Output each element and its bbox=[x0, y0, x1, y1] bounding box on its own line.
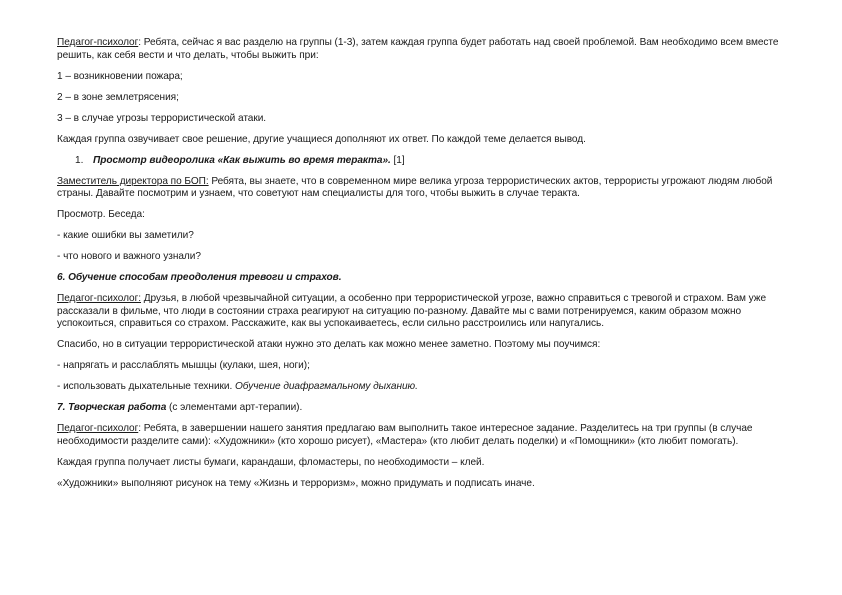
paragraph-text: Ребята, вы знаете, что в современном мире велика угроза террористических актов, террористы угрожают людям любой страны. Давайте посмотрим и узнаем, что советуют нам специалисты для того, чтобы выжить в случае теракта. bbox=[57, 175, 773, 200]
section-title-creative: 7. Творческая работа bbox=[57, 402, 167, 414]
reference: [1] bbox=[390, 154, 405, 166]
list-line-fire: 1 – возникновении пожара; bbox=[57, 70, 183, 82]
list-line-terror: 3 – в случае угрозы террористической атаки. bbox=[57, 112, 267, 124]
paragraph-thanks: Спасибо, но в ситуации террористической атаки нужно это делать как можно менее заметно. Поэтому мы поучимся: bbox=[57, 339, 601, 351]
section-creative bbox=[57, 402, 787, 415]
list-line-muscles: - напрягать и расслаблять мышцы (кулаки, шея, ноги); bbox=[57, 360, 310, 372]
speaker-label: Заместитель директора по БОП: bbox=[57, 175, 209, 187]
paragraph-text: - использовать дыхательные техники. bbox=[57, 381, 235, 393]
paragraph-text: Друзья, в любой чрезвычайной ситуации, а особенно при террористической угрозе, важно справиться с тревогой и страхом. Вам уже рассказали в фильме, что люди в состоянии страха реагируют на ситуацию по-разному. Давайте мы с вами потренируемся, каким образом можно успокоиться, справиться со страхом. Расскажите, как вы успокаиваетесь, если сильно расстроились или напугались. bbox=[57, 293, 767, 330]
list-line-earthquake: 2 – в зоне землетрясения; bbox=[57, 91, 179, 103]
item-number: 1. bbox=[75, 154, 84, 166]
paragraph-artists: «Художники» выполняют рисунок на тему «Жизнь и терроризм», можно придумать и подписать иначе. bbox=[57, 477, 535, 489]
paragraph-psychologist-task bbox=[57, 423, 787, 448]
question-new: - что нового и важного узнали? bbox=[57, 251, 201, 263]
speaker-label: Педагог-психолог bbox=[57, 37, 139, 48]
paragraph-text: (с элементами арт-терапии). bbox=[166, 402, 303, 414]
section-title-anxiety: 6. Обучение способам преодоления тревоги и страхов. bbox=[57, 272, 342, 284]
speaker-label: Педагог-психолог: bbox=[57, 293, 141, 305]
paragraph-deputy bbox=[57, 176, 787, 201]
numbered-item-video bbox=[57, 155, 787, 168]
document-page bbox=[57, 37, 787, 499]
section-title-video: Просмотр видеоролика «Как выжить во время теракта». bbox=[93, 154, 391, 166]
list-line-breathing bbox=[57, 381, 787, 394]
paragraph-intro bbox=[57, 37, 787, 62]
paragraph-psychologist-fear bbox=[57, 293, 787, 331]
paragraph-viewing: Просмотр. Беседа: bbox=[57, 209, 145, 221]
paragraph-text: : Ребята, в завершении нашего занятия предлагаю вам выполнить такое интересное задание. Разделитесь на три группы (в случае необходимости разделите сами): «Художники» (кто хорошо рисует), «Мастера» (кто любит делать поделки) и «Помощники» (кто любит помогать). bbox=[57, 423, 753, 447]
speaker-label: Педагог-психолог bbox=[57, 423, 139, 435]
question-mistakes: - какие ошибки вы заметили? bbox=[57, 230, 194, 242]
paragraph-groups: Каждая группа озвучивает свое решение, другие учащиеся дополняют их ответ. По каждой теме делается вывод. bbox=[57, 133, 586, 145]
paragraph-materials: Каждая группа получает листы бумаги, карандаши, фломастеры, по необходимости – клей. bbox=[57, 456, 485, 468]
paragraph-text: : Ребята, сейчас я вас разделю на группы (1-3), затем каждая группа будет работать над своей проблемой. Вам необходимо всем вместе решить, как себя вести и что делать, чтобы выжить при: bbox=[57, 37, 779, 61]
italic-text: Обучение диафрагмальному дыханию. bbox=[235, 381, 418, 393]
